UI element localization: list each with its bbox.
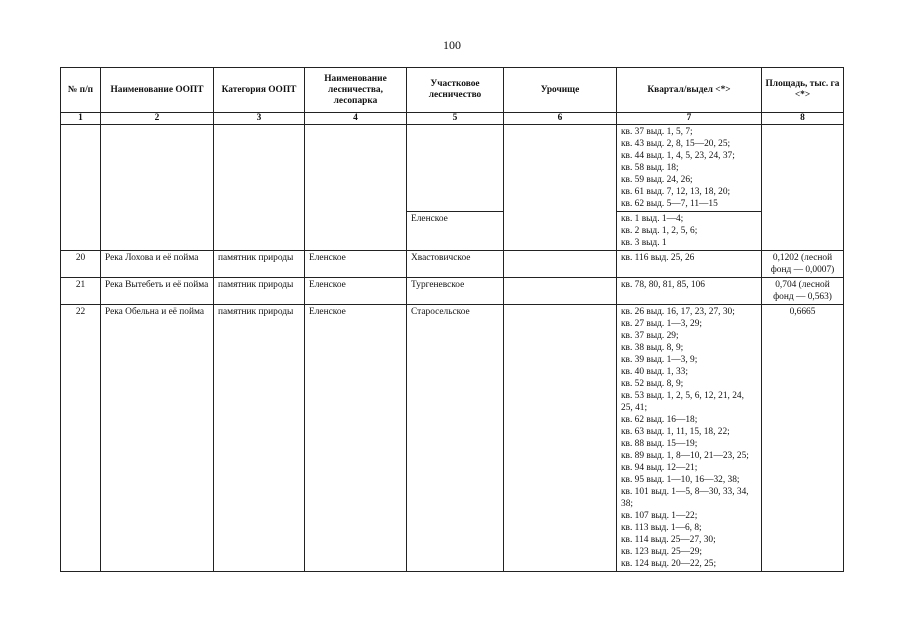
table-row [61, 251, 844, 278]
oopt-name: Река Обельна и её пойма [101, 305, 214, 572]
quarter-line: кв. 58 выд. 18; [621, 163, 679, 173]
protected-areas-table [60, 67, 844, 572]
cell-empty [61, 125, 101, 251]
quarter-line: кв. 63 выд. 1, 11, 15, 18, 22; [621, 427, 730, 437]
quarters-cell [617, 125, 762, 212]
district-name: Хвастовичское [407, 251, 504, 278]
quarter-line: кв. 78, 80, 81, 85, 106 [621, 280, 705, 290]
oopt-category: памятник природы [214, 251, 305, 278]
quarter-line: кв. 27 выд. 1—3, 29; [621, 319, 702, 329]
quarter-line: кв. 88 выд. 15—19; [621, 439, 698, 449]
table-row [61, 125, 844, 212]
quarter-line: кв. 89 выд. 1, 8—10, 21—23, 25; [621, 451, 749, 461]
quarter-line: кв. 26 выд. 16, 17, 23, 27, 30; [621, 307, 735, 317]
quarter-line: кв. 113 выд. 1—6, 8; [621, 523, 702, 533]
header-cell: Урочище [504, 68, 617, 113]
table-row [61, 278, 844, 305]
header-cell: Наименование ООПТ [101, 68, 214, 113]
quarters-cell [617, 278, 762, 305]
quarter-line: кв. 53 выд. 1, 2, 5, 6, 12, 21, 24, 25, 41; [621, 391, 744, 413]
page-number: 100 [443, 38, 461, 52]
column-number: 4 [305, 113, 407, 125]
quarter-line: кв. 59 выд. 24, 26; [621, 175, 693, 185]
row-number: 20 [61, 251, 101, 278]
row-number: 21 [61, 278, 101, 305]
quarter-line: кв. 3 выд. 1 [621, 238, 667, 248]
quarter-line: кв. 37 выд. 29; [621, 331, 679, 341]
quarter-line: кв. 44 выд. 1, 4, 5, 23, 24, 37; [621, 151, 735, 161]
column-number-row [61, 113, 844, 125]
quarter-line: кв. 101 выд. 1—5, 8—30, 33, 34, 38; [621, 487, 749, 509]
forestry-name: Еленское [305, 278, 407, 305]
table-row [61, 305, 844, 572]
header-cell: Наименование лесничества, лесопарка [305, 68, 407, 113]
quarter-line: кв. 38 выд. 8, 9; [621, 343, 684, 353]
cell-empty [504, 125, 617, 251]
quarter-line: кв. 61 выд. 7, 12, 13, 18, 20; [621, 187, 731, 197]
cell-empty [407, 125, 504, 212]
oopt-name: Река Вытебеть и её пойма [101, 278, 214, 305]
header-cell: Категория ООПТ [214, 68, 305, 113]
quarters-cell [617, 251, 762, 278]
oopt-name: Река Лохова и её пойма [101, 251, 214, 278]
forestry-name: Еленское [305, 305, 407, 572]
header-cell: Квартал/выдел <*> [617, 68, 762, 113]
tract-name [504, 278, 617, 305]
quarter-line: кв. 124 выд. 20—22, 25; [621, 559, 717, 569]
oopt-category: памятник природы [214, 278, 305, 305]
quarter-line: кв. 114 выд. 25—27, 30; [621, 535, 716, 545]
column-number: 5 [407, 113, 504, 125]
area-value: 0,704 (лесной фонд — 0,563) [762, 278, 844, 305]
column-number: 7 [617, 113, 762, 125]
district-cell: Еленское [407, 212, 504, 251]
column-number: 8 [762, 113, 844, 125]
quarter-line: кв. 37 выд. 1, 5, 7; [621, 127, 693, 137]
quarter-line: кв. 107 выд. 1—22; [621, 511, 698, 521]
quarter-line: кв. 94 выд. 12—21; [621, 463, 698, 473]
table-header-row [61, 68, 844, 113]
quarter-line: кв. 43 выд. 2, 8, 15—20, 25; [621, 139, 731, 149]
column-number: 3 [214, 113, 305, 125]
cell-empty [762, 125, 844, 251]
column-number: 1 [61, 113, 101, 125]
area-value: 0,6665 [762, 305, 844, 572]
district-name: Тургеневское [407, 278, 504, 305]
tract-name [504, 251, 617, 278]
quarter-line: кв. 62 выд. 16—18; [621, 415, 698, 425]
quarter-line: кв. 40 выд. 1, 33; [621, 367, 688, 377]
header-cell: Участковое лесничество [407, 68, 504, 113]
header-cell: № п/п [61, 68, 101, 113]
cell-empty [214, 125, 305, 251]
cell-empty [305, 125, 407, 251]
oopt-category: памятник природы [214, 305, 305, 572]
quarter-line: кв. 123 выд. 25—29; [621, 547, 702, 557]
quarter-line: кв. 62 выд. 5—7, 11—15 [621, 199, 718, 209]
quarter-line: кв. 2 выд. 1, 2, 5, 6; [621, 226, 698, 236]
quarter-line: кв. 116 выд. 25, 26 [621, 253, 695, 263]
header-cell: Площадь, тыс. га <*> [762, 68, 844, 113]
quarter-line: кв. 95 выд. 1—10, 16—32, 38; [621, 475, 740, 485]
quarters-cell [617, 305, 762, 572]
district-name: Старосельское [407, 305, 504, 572]
column-number: 6 [504, 113, 617, 125]
cell-empty [101, 125, 214, 251]
quarter-line: кв. 39 выд. 1—3, 9; [621, 355, 698, 365]
quarter-line: кв. 52 выд. 8, 9; [621, 379, 684, 389]
quarters-cell [617, 212, 762, 251]
quarter-line: кв. 1 выд. 1—4; [621, 214, 684, 224]
area-value: 0,1202 (лесной фонд — 0,0007) [762, 251, 844, 278]
tract-name [504, 305, 617, 572]
forestry-name: Еленское [305, 251, 407, 278]
column-number: 2 [101, 113, 214, 125]
row-number: 22 [61, 305, 101, 572]
